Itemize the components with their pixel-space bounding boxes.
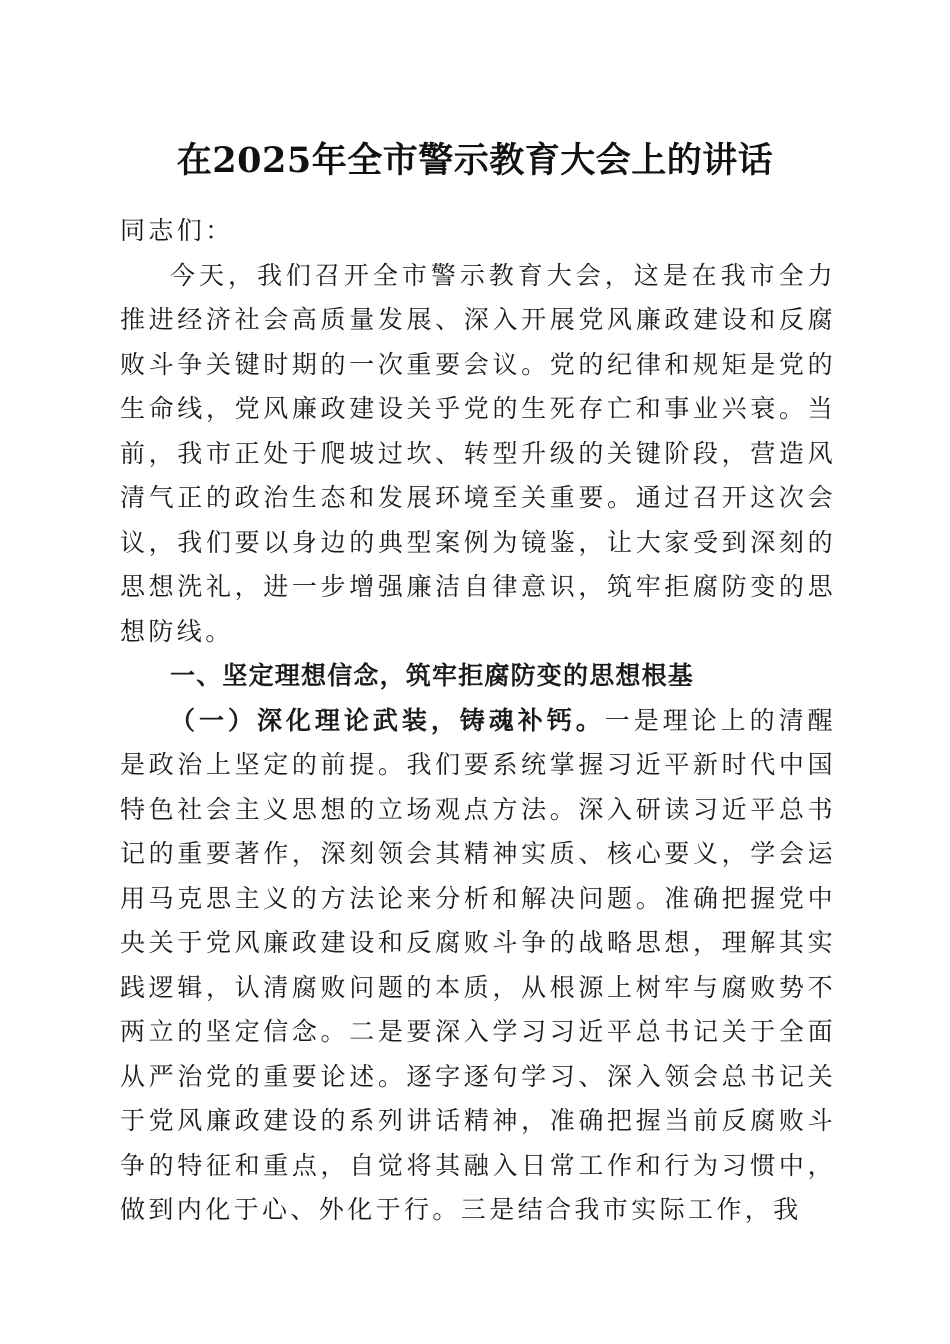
section-heading-1: 一、坚定理想信念，筑牢拒腐防变的思想根基 (170, 661, 695, 690)
intro-paragraph: 今天，我们召开全市警示教育大会，这是在我市全力推进经济社会高质量发展、深入开展党风廉政建设和反腐败斗争关键时期的一次重要会议。党的纪律和规矩是党的生命线，党风廉政建设关乎党的生死存亡和事业兴衰。当前，我市正处于爬坡过坎、转型升级的关键阶段，营造风清气正的政治生态和发展环境至关重要。通过召开这次会议，我们要以身边的典型案例为镜鉴，让大家受到深刻的思想洗礼，进一步增强廉洁自律意识，筑牢拒腐防变的思想防线。 (120, 260, 836, 646)
subsection-paragraph-1 (120, 699, 836, 1233)
subsection-text-1: 一是理论上的清醒是政治上坚定的前提。我们要系统掌握习近平新时代中国特色社会主义思想的立场观点方法。深入研读习近平总书记的重要著作，深刻领会其精神实质、核心要义，学会运用马克思主义的方法论来分析和解决问题。准确把握党中央关于党风廉政建设和反腐败斗争的战略思想，理解其实践逻辑，认清腐败问题的本质，从根源上树牢与腐败势不两立的坚定信念。二是要深入学习习近平总书记关于全面从严治党的重要论述。逐字逐句学习、深入领会总书记关于党风廉政建设的系列讲话精神，准确把握当前反腐败斗争的特征和重点，自觉将其融入日常工作和行为习惯中，做到内化于心、外化于行。三是结合我市实际工作，我 (120, 705, 836, 1224)
document-body (120, 209, 836, 1233)
document-title: 在2025年全市警示教育大会上的讲话 (176, 140, 774, 181)
salutation: 同志们： (120, 216, 234, 245)
subsection-heading-1: （一）深化理论武装，铸魂补钙。 (170, 705, 605, 735)
